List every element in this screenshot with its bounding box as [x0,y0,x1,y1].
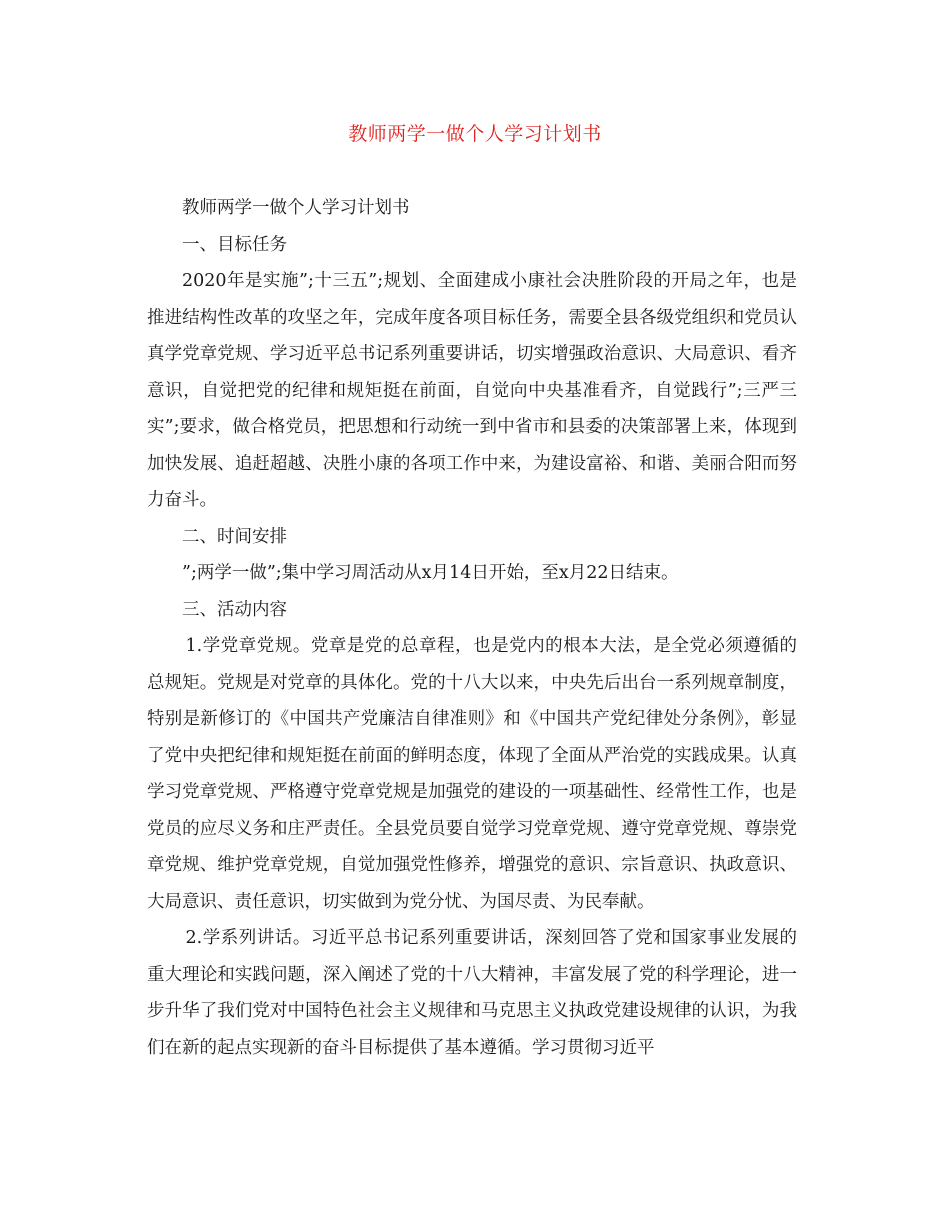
document-body [147,190,797,1066]
body-heading: 教师两学一做个人学习计划书 [182,198,410,218]
paragraph-goals: 2020年是实施”;十三五”;规划、全面建成小康社会决胜阶段的开局之年，也是推进结构性改革的攻坚之年，完成年度各项目标任务，需要全县各级党组织和党员认真学党章党规、学习近平总书记系列重要讲话，切实增强政治意识、大局意识、看齐意识，自觉把党的纪律和规矩挺在前面，自觉向中央基准看齐，自觉践行”;三严三实”;要求，做合格党员，把思想和行动统一到中省市和县委的决策部署上来，体现到加快发展、追赶超越、决胜小康的各项工作中来，为建设富裕、和谐、美丽合阳而努力奋斗。 [147,271,797,510]
paragraph-schedule: ”;两学一做”;集中学习周活动从x月14日开始，至x月22日结束。 [182,563,679,583]
paragraph-speeches: 2.学系列讲话。习近平总书记系列重要讲话，深刻回答了党和国家事业发展的重大理论和实践问题，深入阐述了党的十八大精神，丰富发展了党的科学理论，进一步升华了我们党对中国特色社会主义规律和马克思主义执政党建设规律的认识，为我们在新的起点实现新的奋斗目标提供了基本遵循。学习贯彻习近平 [147,928,797,1058]
section-heading-goals: 一、目标任务 [182,234,287,255]
section-heading-schedule: 二、时间安排 [182,526,287,547]
document-title: 教师两学一做个人学习计划书 [348,123,602,145]
paragraph-party-rules: 1.学党章党规。党章是党的总章程，也是党内的根本大法，是全党必须遵循的总规矩。党规是对党章的具体化。党的十八大以来，中央先后出台一系列规章制度，特别是新修订的《中国共产党廉洁自律准则》和《中国共产党纪律处分条例》，彰显了党中央把纪律和规矩挺在前面的鲜明态度，体现了全面从严治党的实践成果。认真学习党章党规、严格遵守党章党规是加强党的建设的一项基础性、经常性工作，也是党员的应尽义务和庄严责任。全县党员要自觉学习党章党规、遵守党章党规、尊崇党章党规、维护党章党规，自觉加强党性修养，增强党的意识、宗旨意识、执政意识、大局意识、责任意识，切实做到为党分忧、为国尽责、为民奉献。 [147,636,797,912]
section-heading-content: 三、活动内容 [182,599,287,620]
